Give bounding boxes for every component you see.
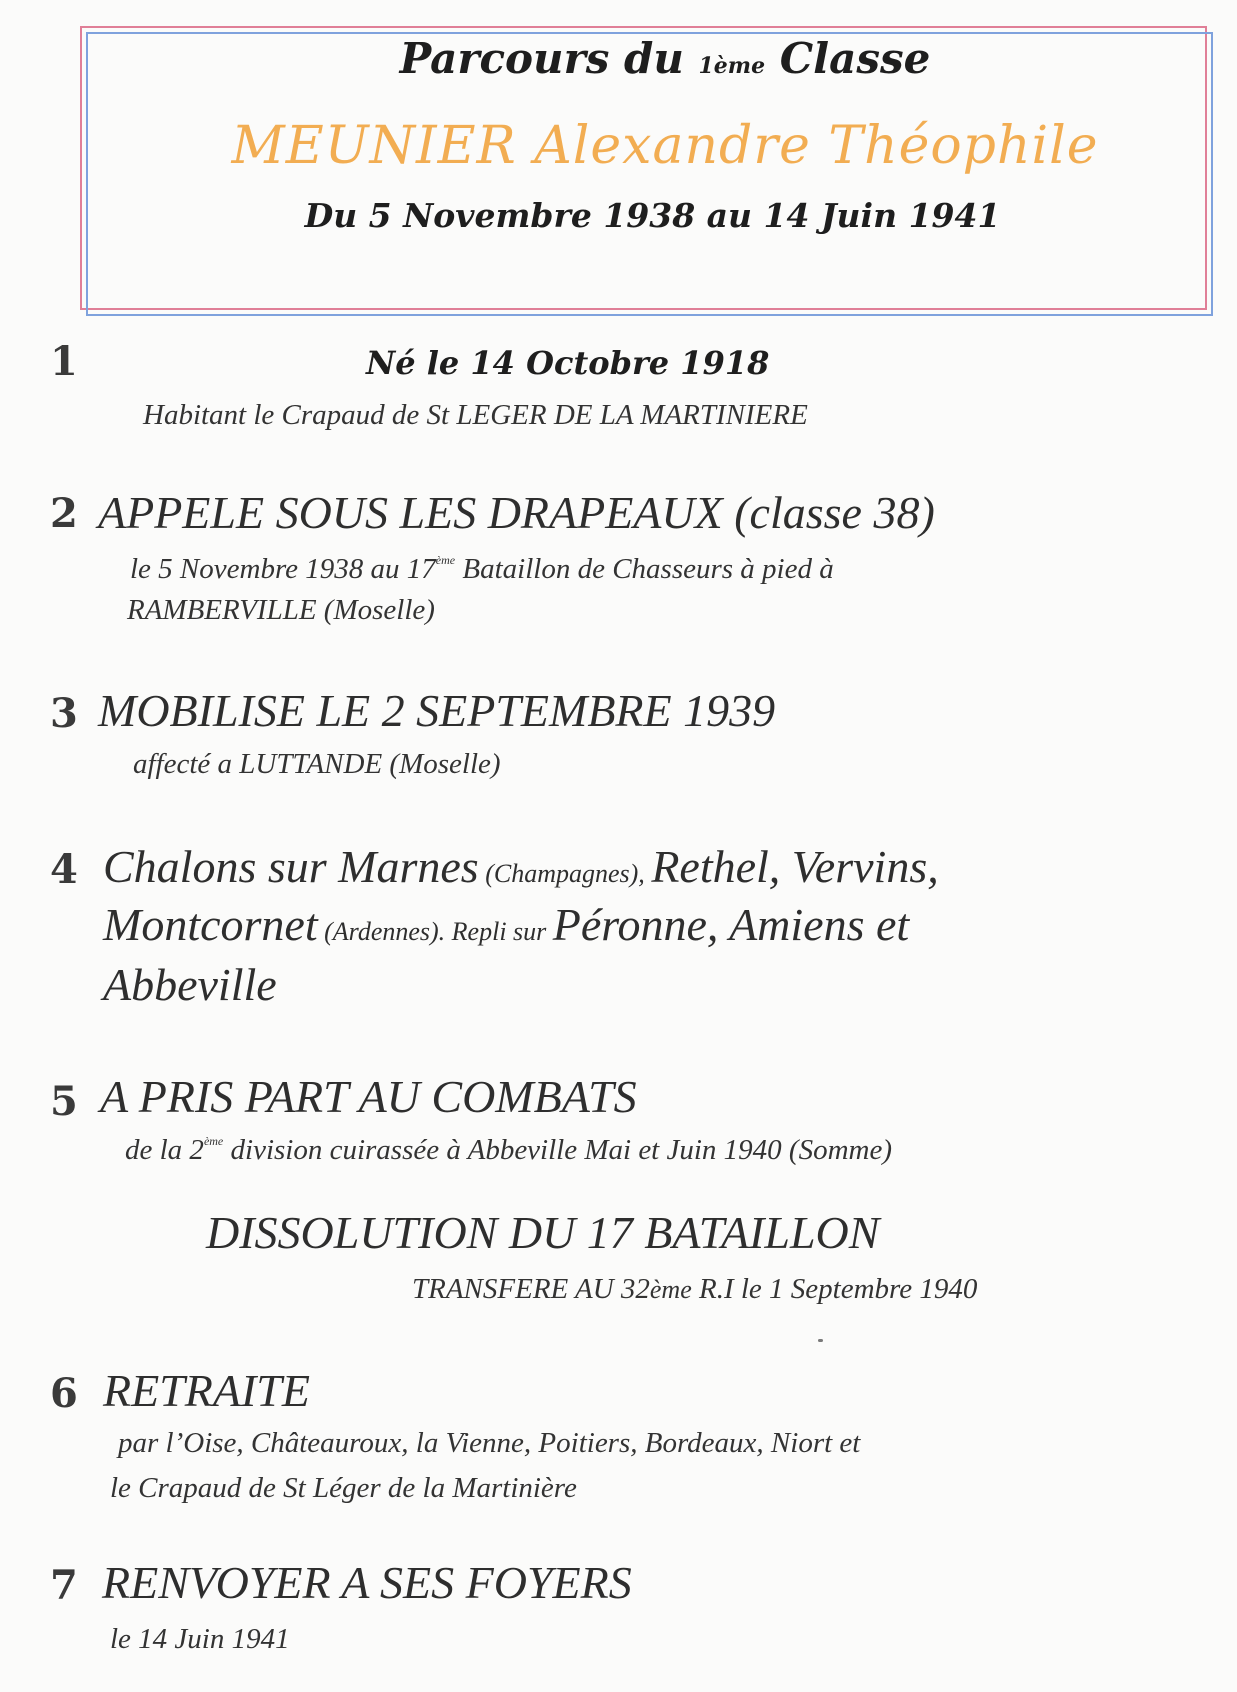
item-2-detail-line2: RAMBERVILLE (Moselle) bbox=[127, 594, 435, 626]
item-3-heading: MOBILISE LE 2 SEPTEMBRE 1939 bbox=[98, 685, 776, 736]
item-3-number: 3 bbox=[50, 690, 78, 737]
item-6-number: 6 bbox=[50, 1370, 78, 1417]
item-4-line1: Chalons sur Marnes (Champagnes), Rethel, Vervins, bbox=[103, 841, 939, 892]
item-2-detail-line1: le 5 Novembre 1938 au 17ème Bataillon de Chasseurs à pied à bbox=[130, 553, 834, 585]
dissolution-heading: DISSOLUTION DU 17 BATAILLON bbox=[206, 1207, 880, 1258]
item-5-detail: de la 2ème division cuirassée à Abbeville Mai et Juin 1940 (Somme) bbox=[125, 1134, 892, 1166]
person-name: MEUNIER Alexandre Théophile bbox=[231, 116, 1099, 176]
page-title: Parcours du 1ème Classe bbox=[399, 34, 931, 83]
scan-speck bbox=[818, 1339, 823, 1342]
item-7-detail: le 14 Juin 1941 bbox=[110, 1623, 290, 1655]
item-6-heading: RETRAITE bbox=[103, 1365, 310, 1416]
item-1-detail: Habitant le Crapaud de St LEGER DE LA MARTINIERE bbox=[143, 399, 808, 431]
item-5-heading: A PRIS PART AU COMBATS bbox=[100, 1071, 637, 1122]
item-1-number: 1 bbox=[50, 338, 78, 385]
item-6-detail-line1: par l’Oise, Châteauroux, la Vienne, Poitiers, Bordeaux, Niort et bbox=[118, 1427, 861, 1459]
item-4-number: 4 bbox=[50, 846, 78, 893]
dissolution-detail: TRANSFERE AU 32ème R.I le 1 Septembre 1940 bbox=[412, 1273, 978, 1305]
item-6-detail-line2: le Crapaud de St Léger de la Martinière bbox=[110, 1472, 577, 1504]
item-1-heading: Né le 14 Octobre 1918 bbox=[366, 344, 770, 382]
service-dates: Du 5 Novembre 1938 au 14 Juin 1941 bbox=[304, 196, 1001, 235]
item-4-line3: Abbeville bbox=[103, 959, 277, 1010]
item-5-number: 5 bbox=[50, 1078, 78, 1125]
item-2-heading: APPELE SOUS LES DRAPEAUX (classe 38) bbox=[98, 487, 935, 538]
item-4-line2: Montcornet (Ardennes). Repli sur Péronne, Amiens et bbox=[103, 899, 910, 950]
item-2-number: 2 bbox=[50, 490, 78, 537]
item-3-detail: affecté a LUTTANDE (Moselle) bbox=[133, 748, 501, 780]
item-7-number: 7 bbox=[50, 1562, 78, 1609]
item-7-heading: RENVOYER A SES FOYERS bbox=[102, 1557, 632, 1608]
